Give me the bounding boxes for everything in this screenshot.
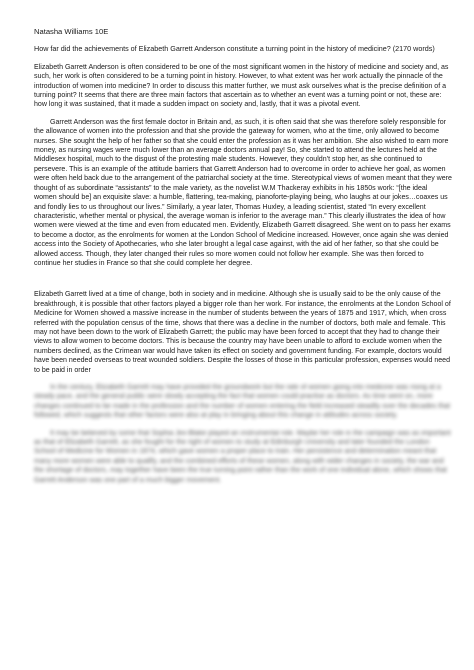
paragraph-body-1: Garrett Anderson was the first female doctor in Britain and, as such, it is often said that she was therefore solely responsible for the allowance of women into the profession and that she provide the gateway for women, who at the time, only allowed to become nurses. She sought the help of her father so that she could enter the profession as it was her ambition. She also wished to earn more money, as nursing wages were much lower than an average doctors annual pay! So, she started to attend the lectures held at the Middlesex hospital, much to the disgust of the protesting male students. However, they couldn’t stop her, as she continued to persevere. This is an example of the attitude barriers that Garrett Anderson had to overcome in order to achieve her goal, as women were often held back due to the arrangement of the patriarchal society at the time. Stereotypical views of women meant that they were thought of as subordinate “assistants” to the male variety, as the novelist W.M Thackeray exhibits in his 1850s work: “[the ideal women should be] an exquisite slave: a humble, flattering, tea-making, pianoforte-playing being, who laughs at our jokes…coaxes us and fondly lies to us throughout our lives.” Similarly, a year later, Thomas Huxley, a leading scientist, stated “In every excellent characteristic, whether mental or physical, the average woman is inferior to the average man.” This clearly illustrates the idea of how women were viewed at the time and even from educated men. Evidently, Elizabeth Garrett disagreed. She went on to pass her exams to become a doctor, as the enrolments for women at the London School of Medicine increased. However, once again she was denied access into the Society of Apothecaries, who she later brought a legal case against, with the aid of her father, so that she could be allowed access. Though, they later changed their rules so more women could not follow her example. She was then forced to continue her studies in France so that she could complete her degree. (34, 118, 452, 267)
blurred-paragraph-2: It may be believed by some that Sophia Jex-Blake played an instrumental role. Maybe her role in the campaign was as important as that of Elizabeth Garrett, as she fought for the right of women to study at Edinburgh University and later founded the London School of Medicine for Women in 1874, which gave women a proper place to train. Her persistence and determination meant that many more women were able to qualify, and the combined efforts of these women, along with wider changes in society, the war and the shortage of doctors, may together have been the true turning point rather than the work of one individual alone, which shows that Garrett Anderson was one part of a much bigger movement. (34, 429, 451, 484)
paragraph-body-2: Elizabeth Garrett lived at a time of change, both in society and in medicine. Although she is usually said to be the only cause of the breakthrough, it is possible that other factors played a bigger role than her work. For instance, the enrolments at the London School of Medicine for Women showed a massive increase in the number of students between the years of 1875 and 1917, which, when cross referred with the population census of the time, shows that there was a decline in the number of doctors, both male and female. This may not have been down to the work of Elizabeth Garrett; the public may have been forced to accept that they had to change their views to allow women to become doctors. This is because the country may have been unable to afford to exclude women when the numbers declined, as the Crimean war would have taken its effect on society and government funding. For example, doctors would have been needed overseas to treat wounded soldiers. Despite the losses of those in this particular profession, expenses would need to be paid in order (34, 291, 451, 374)
blurred-paragraph-1: In the century, Elizabeth Garrett may have provided the groundwork but the rate of women going into medicine was rising at a steady pace, and the general public were slowly accepting the fact that women could practise as doctors. As time went on, more changes continued to be made in the profession and the number of women entering the field increased steadily over the decades that followed, which suggests that other factors were also at play in bringing about this change in attitudes across society. (34, 384, 451, 420)
section-gap (34, 276, 452, 290)
paragraph-intro: Elizabeth Garrett Anderson is often considered to be one of the most significant women in the history of medicine and society and, as such, her work is often considered to be a turning point in history. However, to what extent was her work actually the pinnacle of the introduction of women into medicine? In order to discuss this matter further, we must ask ourselves what is the precise definition of a turning point? It seems that there are three main factors that ascertain as to whether an event was a turning point or not, these are: how long it was sustained, that it made a sudden impact on society and, lastly, that it was a pivotal event. (34, 63, 449, 109)
blurred-preview-region (34, 383, 452, 485)
essay-question: How far did the achievements of Elizabeth Garrett Anderson constitute a turning point in the history of medicine? (2170 words) (34, 44, 435, 54)
author-line: Natasha Williams 10E (34, 27, 109, 36)
